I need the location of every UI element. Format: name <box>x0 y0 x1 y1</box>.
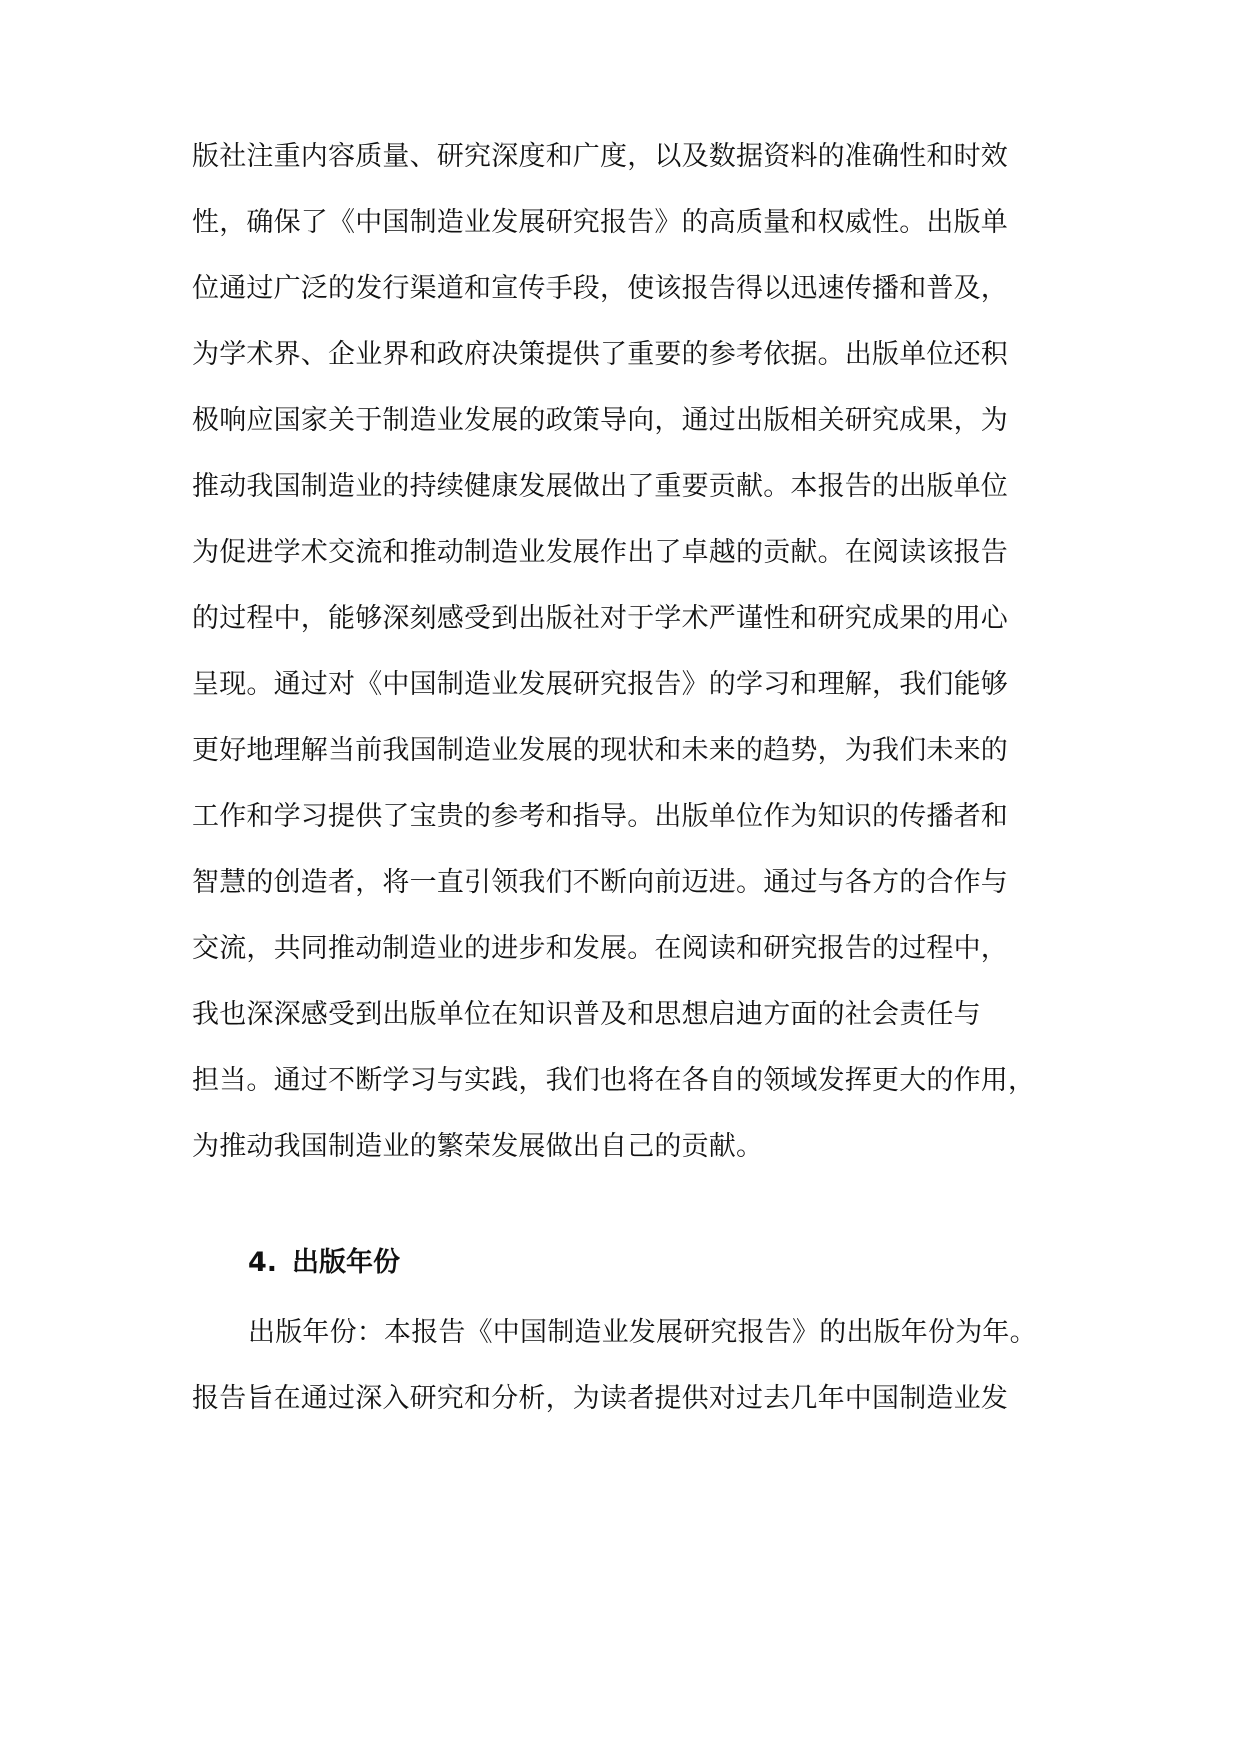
paragraph-line: 位通过广泛的发行渠道和宣传手段，使该报告得以迅速传播和普及， <box>192 273 1008 304</box>
paragraph-line: 版社注重内容质量、研究深度和广度，以及数据资料的准确性和时效 <box>192 141 1008 172</box>
paragraph-line: 更好地理解当前我国制造业发展的现状和未来的趋势，为我们未来的 <box>192 735 1008 766</box>
paragraph-line: 的过程中，能够深刻感受到出版社对于学术严谨性和研究成果的用心 <box>192 603 1008 634</box>
paragraph-line: 为促进学术交流和推动制造业发展作出了卓越的贡献。在阅读该报告 <box>192 537 1008 568</box>
paragraph-line: 性，确保了《中国制造业发展研究报告》的高质量和权威性。出版单 <box>192 207 1008 238</box>
paragraph-line: 呈现。通过对《中国制造业发展研究报告》的学习和理解，我们能够 <box>192 669 1008 700</box>
paragraph-line: 工作和学习提供了宝贵的参考和指导。出版单位作为知识的传播者和 <box>192 801 1008 832</box>
paragraph-line: 极响应国家关于制造业发展的政策导向，通过出版相关研究成果，为 <box>192 405 1008 436</box>
paragraph-line: 推动我国制造业的持续健康发展做出了重要贡献。本报告的出版单位 <box>192 471 1008 502</box>
paragraph-line: 出版年份：本报告《中国制造业发展研究报告》的出版年份为年。 <box>248 1317 1037 1348</box>
paragraph-line: 我也深深感受到出版单位在知识普及和思想启迪方面的社会责任与 <box>192 999 981 1030</box>
paragraph-line: 担当。通过不断学习与实践，我们也将在各自的领域发挥更大的作用， <box>192 1065 1036 1096</box>
paragraph-line: 交流，共同推动制造业的进步和发展。在阅读和研究报告的过程中， <box>192 933 1008 964</box>
section-title: 出版年份 <box>292 1247 400 1278</box>
section-heading <box>248 1243 400 1283</box>
paragraph-line: 报告旨在通过深入研究和分析，为读者提供对过去几年中国制造业发 <box>192 1383 1008 1414</box>
paragraph-line: 为推动我国制造业的繁荣发展做出自己的贡献。 <box>192 1131 764 1162</box>
section-number: 4. <box>248 1247 278 1278</box>
paragraph-line: 智慧的创造者，将一直引领我们不断向前迈进。通过与各方的合作与 <box>192 867 1008 898</box>
paragraph-line: 为学术界、企业界和政府决策提供了重要的参考依据。出版单位还积 <box>192 339 1008 370</box>
